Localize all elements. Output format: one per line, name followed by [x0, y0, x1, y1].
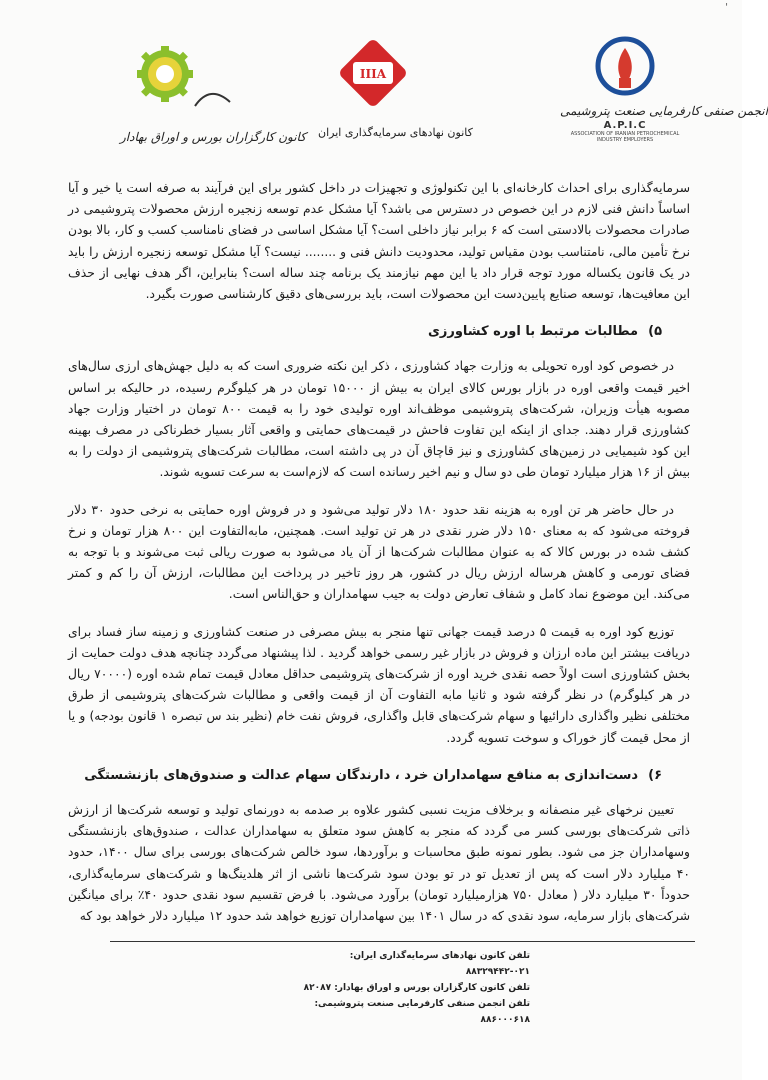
paragraph-urea-2: در حال حاضر هر تن اوره به هزینه نقد حدود ۱۸۰ دلار تولید می‌شود و در فروش اوره حمایتی به نرخی حدود ۳۰ دلار فروخته می‌شود که به معنای ۱۵۰ دلار ضرر نقدی در هر تن تولید است. همچنین، مابه‌التفاوت این ۸۰۰ هزار تومان و نرخ کشف شده در بورس کالا که به عنوان مطالبات شرکت‌ها از آن یاد می‌شود به صورت ریالی ثبت می‌شوند و با توجه به فضای تورمی و کاهش هرساله ارزش ریال در کشور، هر روز تاخیر در پرداخت این مطالبات، ارزش آن را کم و کمتر می‌کند. این موضوع نماد کامل و شفاف تعارض دولت به جیب سهامداران و حق‌الناس است. [68, 502, 690, 602]
paragraph-urea-1: در خصوص کود اوره تحویلی به وزارت جهاد کشاورزی ، ذکر این نکته ضروری است که به دلیل جهش‌های ارزی سال‌های اخیر قیمت واقعی اوره در بازار بورس کالای ایران به بیش از ۱۵۰۰۰ تومان در هر کیلوگرم رسیده، در حالیکه بر اساس مصوبه هیأت وزیران، شرکت‌های پتروشیمی موظف‌اند اوره تولیدی خود را به قیمت ۸۰۰ تومان در اختیار وزارت جهاد کشاورزی قرار دهند. جدای از اینکه این تفاوت فاحش در قیمت‌های حمایتی و واقعی آثار بسیار خطرناکی در مصرف بهینه این کود شیمیایی در زمین‌های کشاورزی و نیز قاچاق آن در پی داشته است، مطالبات شرکت‌های پتروشیمی از دولت را به بیش از ۱۶ هزار میلیارد تومان طی دو سال و نیم اخیر رسانده است که لازم‌است به سرعت تسویه شوند. [68, 359, 690, 480]
iiia-mark: IIIA [359, 67, 387, 81]
brokers-logo-caption: کانون کارگزاران بورس و اوراق بهادار [120, 130, 306, 144]
apic-flame-icon [585, 36, 665, 98]
investment-institutions-logo [318, 40, 473, 139]
letter-body [68, 178, 690, 943]
section-heading-5 [68, 321, 690, 342]
apic-persian-caption: انجمن صنفی کارفرمایی صنعت پتروشیمی [560, 104, 768, 118]
section-title: دست‌اندازی به منافع سهامداران خرد ، دارندگان سهام عدالت و صندوق‌های بازنشستگی [84, 767, 639, 783]
apic-logo [560, 36, 768, 143]
section-number: ۵) [648, 324, 662, 340]
letterhead [0, 30, 768, 165]
apic-name: A.P.I.C [603, 120, 647, 131]
paragraph-urea-3: توزیع کود اوره به قیمت ۵ درصد قیمت جهانی تنها منجر به بیش مصرفی در صنعت کشاورزی و زمینه ساز فساد برای دریافت بیشتر این ماده ارزان و فروش در بازار غیر رسمی خواهد گردید . لذا پیشنهاد می‌گردد چنانچه هدف دولت حمایت از بخش کشاورزی است اولاً حصه نقدی خرید اوره از شرکت‌های پتروشیمی حداقل معادل قیمت تمام شده اوره (۷۰۰۰۰ ریال در هر کیلوگرم) در نظر گرفته شود و ثانیا مابه التفاوت آن از قیمت واقعی و مطالبات شرکت‌های پتروشیمی از طرق مختلفی نظیر واگذاری دارائیها و سهام شرکت‌های قابل واگذاری، فروش نفت خام (نظیر بند س تبصره ۱ قانون بودجه) و یا از محل قیمت گاز خوراک و سوخت تسویه گردد. [68, 624, 691, 745]
paragraph-intro: سرمایه‌گذاری برای احداث کارخانه‌ای با این تکنولوژی و تجهیزات در داخل کشور برای این فرآیند به صرفه است یا خیر و آیا اساساً دانش فنی لازم در این خصوص در دسترس می باشد؟ آیا مشکل عدم توسعه زنجیره ارزش محصولات پتروشیمی در صادرات محصولات بالادستی است که ۶ برابر نیاز داخلی است؟ آیا مشکل اساسی در فضای نامناسب کسب و کار، بالا بودن نرخ تأمین مالی، نامتناسب بودن مقیاس تولید، محدودیت دانش فنی و ........ نیست؟ آیا مشکل توسعه زنجیره ارزش را باید در یک قانون یکساله مورد توجه قرار داد یا این مهم نیازمند یک برنامه چند ساله است؟ بنابراین، اگر هدف نهایی از حذف این معافیت‌ها، توسعه صنایع پایین‌دست این محصولات است، باید بررسی‌های دقیق کارشناسی صورت بگیرد. [68, 181, 690, 302]
iiia-emblem-icon [328, 40, 418, 120]
footer-contacts [300, 948, 530, 1028]
corner-mark: ' [725, 2, 728, 13]
section-title: مطالبات مرتبط با اوره کشاورزی [427, 324, 639, 340]
gear-emblem-icon [125, 44, 235, 124]
iiia-logo-caption: کانون نهادهای سرمایه‌گذاری ایران [318, 126, 473, 139]
footer-phone-iiia: تلفن کانون نهادهای سرمایه‌گذاری ایران: ۰۲۱-۸۸۳۲۹۴۴۲ [349, 951, 530, 977]
brokers-association-logo [120, 44, 306, 144]
section-number: ۶) [648, 767, 662, 783]
paragraph-shareholders: تعیین نرخهای غیر منصفانه و برخلاف مزیت نسبی کشور علاوه بر صدمه به دورنمای تولید و توسعه شرکت‌ها از ارزش ذاتی شرکت‌های بورسی کسر می گردد که منجر به کاهش سود متعلق به سهامداران عدالت ، صندوق‌های بازنشستگی وسهامداران جز می شود. بطور نمونه طبق محاسبات و برآوردها، سود خالص شرکت‌های بورسی برای سال ۱۴۰۰، حدود ۴۰ میلیارد دلار است که پس از تعدیل تو در تو بودن سود شرکت‌ها ناشی از اثر هلدینگ‌ها و شرکت‌های سرمایه‌گذاری، حدوداً ۳۰ میلیارد دلار ( معادل ۷۵۰ هزارمیلیارد تومان) برآورد می‌شود. با فرض تقسیم سود نقدی حدود ۴۰٪ برای میانگین شرکت‌های بازار سرمایه، سود نقدی که در سال ۱۴۰۱ بین سهامداران توزیع خواهد شد حدود ۱۲ میلیارد دلار خواهد بود که [68, 803, 691, 924]
footer-phone-brokers: تلفن کانون کارگزاران بورس و اوراق بهادار: ۸۲۰۸۷ [303, 983, 530, 993]
section-heading-6 [68, 765, 690, 786]
footer-phone-apic: تلفن انجمن صنفی کارفرمایی صنعت پتروشیمی: ۸۸۶۰۰۰۶۱۸ [314, 999, 530, 1025]
footer-divider [110, 941, 695, 942]
apic-english-subtitle: ASSOCIATION OF IRANIAN PETROCHEMICAL INDUSTRY EMPLOYERS [570, 131, 680, 143]
